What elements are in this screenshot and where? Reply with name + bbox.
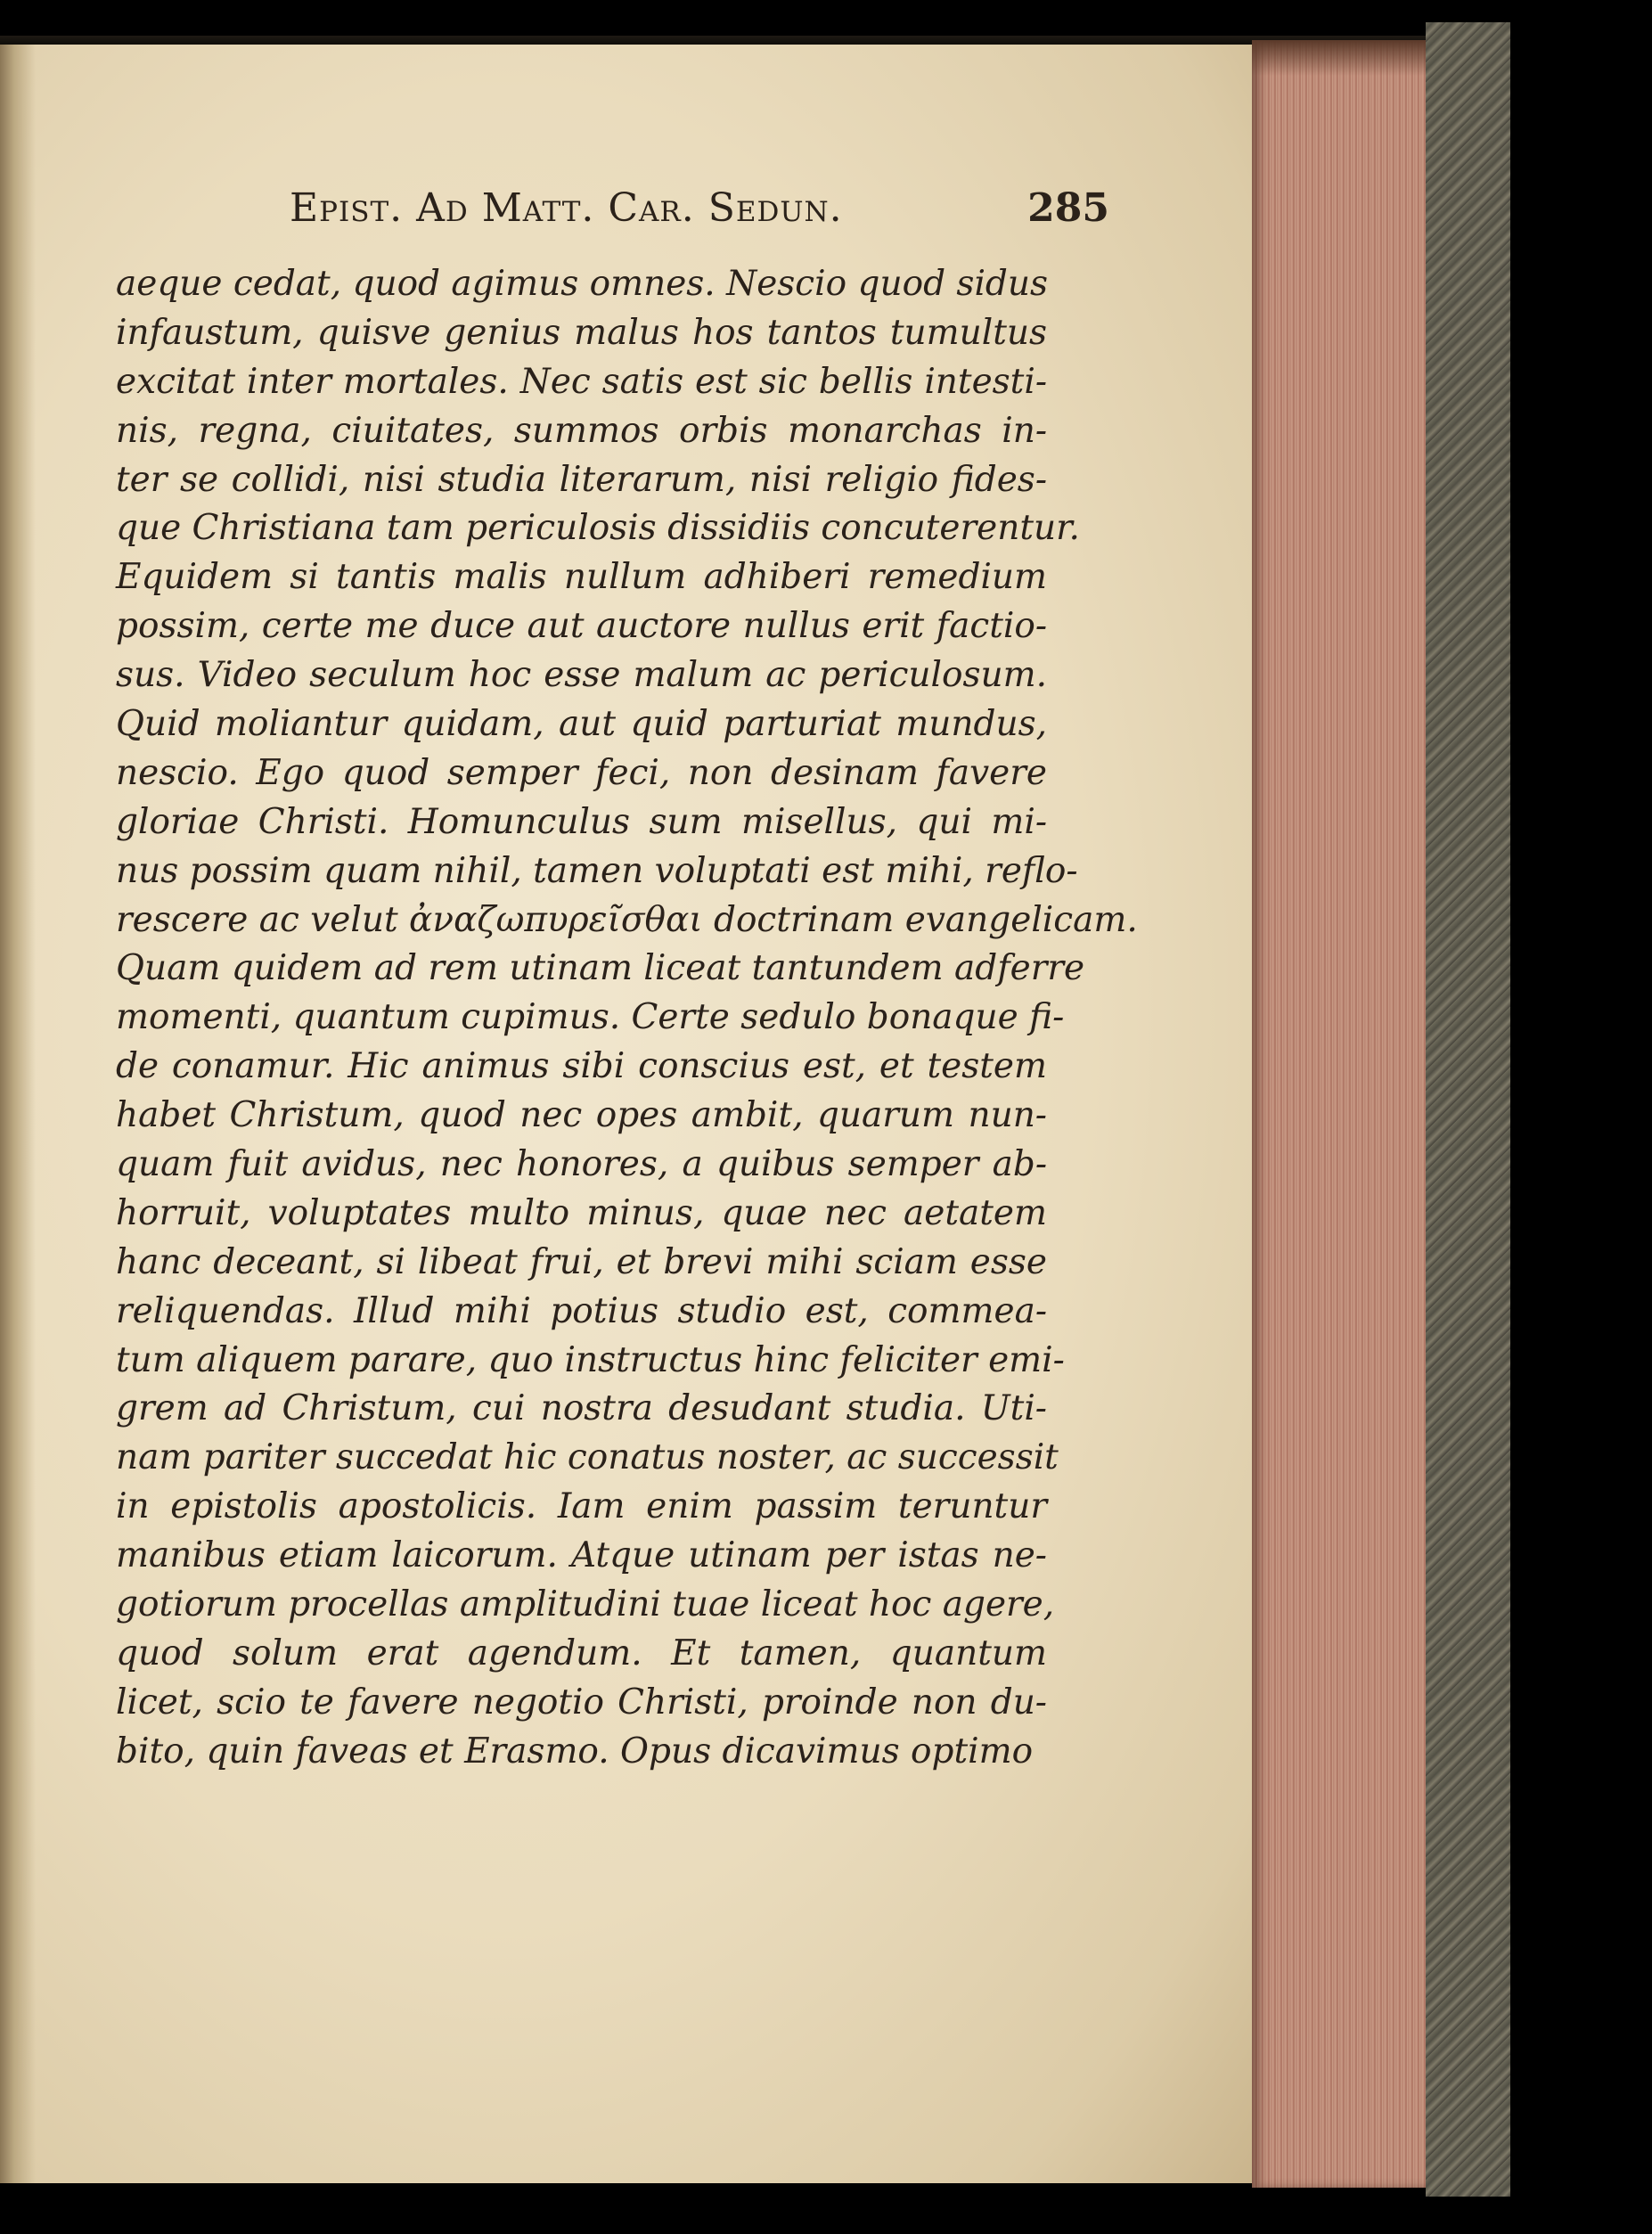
text-line: gloriae Christi. Homunculus sum misellus, qui mi- xyxy=(116,801,1047,842)
text-line: nam pariter succedat hic conatus noster, ac successit xyxy=(116,1437,1059,1478)
text-line: tum aliquem parare, quo instructus hinc feliciter emi- xyxy=(116,1339,1065,1380)
text-line: reliquendas. Illud mihi potius studio est, commea- xyxy=(116,1290,1047,1331)
text-line: horruit, voluptates multo minus, quae nec aetatem xyxy=(116,1192,1047,1233)
text-line: ter se collidi, nisi studia literarum, nisi religio fides- xyxy=(116,459,1047,500)
text-line: grem ad Christum, cui nostra desudant studia. Uti- xyxy=(116,1388,1047,1429)
fore-edge-shadow xyxy=(1252,40,1443,76)
page-number: 285 xyxy=(1027,185,1109,231)
text-line: nis, regna, ciuitates, summos orbis monarchas in- xyxy=(116,410,1047,451)
text-line: excitat inter mortales. Nec satis est sic bellis intesti- xyxy=(116,361,1047,402)
text-line: Quam quidem ad rem utinam liceat tantundem adferre xyxy=(116,948,1085,989)
body-text xyxy=(116,260,1138,1777)
text-line: quod solum erat agendum. Et tamen, quantum xyxy=(116,1633,1047,1673)
text-line: habet Christum, quod nec opes ambit, quarum nun- xyxy=(116,1095,1047,1136)
text-line: rescere ac velut ἀναζωπυρεῖσθαι doctrinam evangelicam. xyxy=(116,899,1138,940)
text-line: possim, certe me duce aut auctore nullus erit factio- xyxy=(116,606,1047,647)
text-line: licet, scio te favere negotio Christi, proinde non du- xyxy=(116,1682,1047,1723)
text-line: in epistolis apostolicis. Iam enim passim teruntur xyxy=(116,1486,1047,1527)
text-line: infaustum, quisve genius malus hos tantos tumultus xyxy=(116,312,1047,353)
text-line: nus possim quam nihil, tamen voluptati est mihi, reflo- xyxy=(116,850,1078,891)
book-cover xyxy=(1426,22,1510,2197)
text-line: gotiorum procellas amplitudini tuae liceat hoc agere, xyxy=(116,1584,1055,1625)
text-line: Equidem si tantis malis nullum adhiberi remedium xyxy=(116,557,1047,598)
text-line: nescio. Ego quod semper feci, non desinam favere xyxy=(116,752,1047,793)
text-line: aeque cedat, quod agimus omnes. Nescio quod sidus xyxy=(116,264,1049,304)
text-line: bito, quin faveas et Erasmo. Opus dicavimus optimo xyxy=(116,1731,1034,1772)
text-line: Quid moliantur quidam, aut quid parturiat mundus, xyxy=(116,704,1047,745)
running-head: Epist. Ad Matt. Car. Sedun. xyxy=(290,185,843,231)
text-line: manibus etiam laicorum. Atque utinam per istas ne- xyxy=(116,1535,1047,1576)
text-line: que Christiana tam periculosis dissidiis concuterentur. xyxy=(116,508,1080,549)
text-line: de conamur. Hic animus sibi conscius est, et testem xyxy=(116,1046,1047,1087)
text-line: hanc deceant, si libeat frui, et brevi mihi sciam esse xyxy=(116,1241,1047,1282)
page-gutter xyxy=(0,45,36,2183)
page-fore-edge xyxy=(1252,40,1443,2188)
page-header xyxy=(290,185,1109,239)
text-line: momenti, quantum cupimus. Certe sedulo bonaque fi- xyxy=(116,997,1065,1038)
text-line: quam fuit avidus, nec honores, a quibus semper ab- xyxy=(116,1144,1047,1185)
text-line: sus. Video seculum hoc esse malum ac periculosum. xyxy=(116,655,1047,696)
